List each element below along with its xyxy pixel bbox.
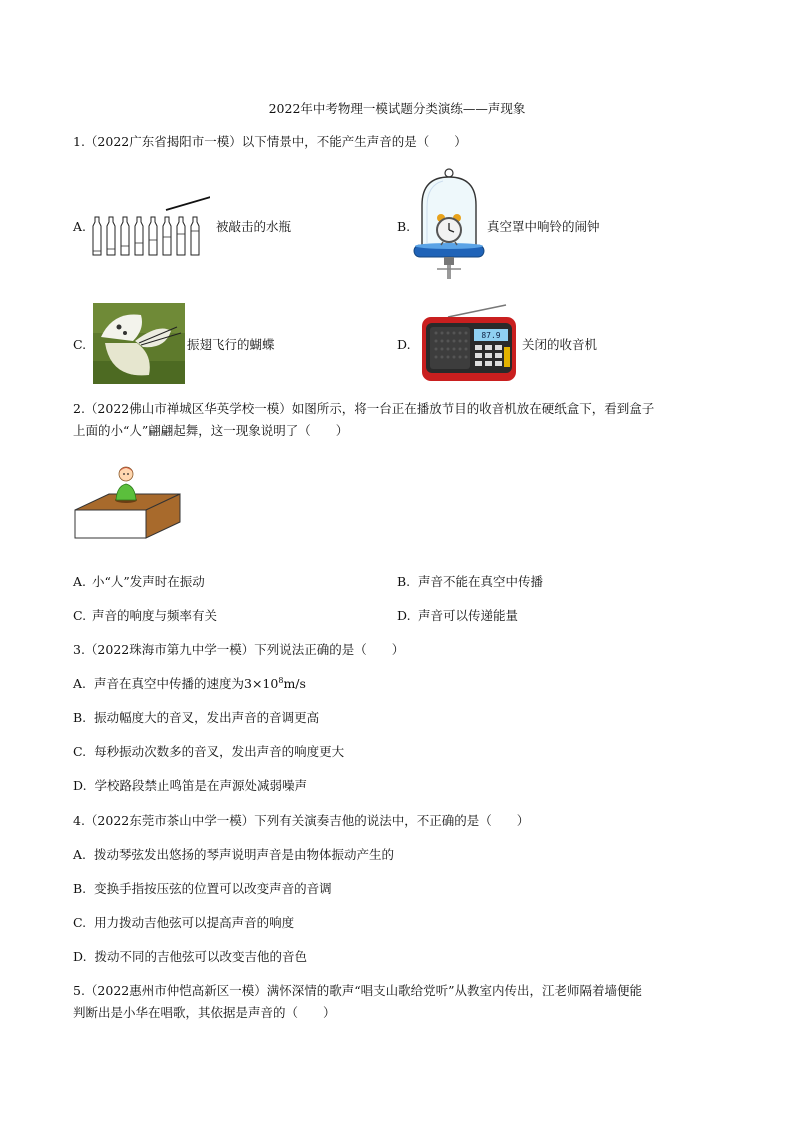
q1-option-d-label: D. xyxy=(397,337,411,352)
q2-option-a-label: A. xyxy=(73,574,87,589)
q3-option-a-exponent: 8 xyxy=(278,676,284,685)
q3-option-c-label: C. xyxy=(73,744,87,759)
q4-option-d xyxy=(73,949,307,965)
q1-option-b-text: 真空罩中响铃的闹钟 xyxy=(487,219,600,234)
q4-option-b xyxy=(73,881,332,897)
q4-option-c-label: C. xyxy=(73,915,87,930)
q3-option-b xyxy=(73,710,319,726)
question-4-stem: 4.（2022东莞市茶山中学一模）下列有关演奏吉他的说法中，不正确的是（ ） xyxy=(73,813,530,828)
question-2-stem-line2: 上面的小“人”翩翩起舞，这一现象说明了（ ） xyxy=(73,423,349,438)
q4-option-b-label: B. xyxy=(73,881,87,896)
q4-option-a-text: 拨动琴弦发出悠扬的琴声说明声音是由物体振动产生的 xyxy=(94,847,395,862)
q3-option-a xyxy=(73,676,306,692)
q4-option-b-text: 变换手指按压弦的位置可以改变声音的音调 xyxy=(94,881,332,896)
q3-option-b-text: 振动幅度大的音叉，发出声音的音调更高 xyxy=(94,710,320,725)
q1-option-c-text: 振翅飞行的蝴蝶 xyxy=(187,337,275,352)
q4-option-d-label: D. xyxy=(73,949,87,964)
question-5-stem-line1: 5.（2022惠州市仲恺高新区一模）满怀深情的歌声“唱支山歌给党听”从教室内传出，江老师隔着墙便能 xyxy=(73,983,643,998)
question-2-stem-line1: 2.（2022佛山市禅城区华英学校一模）如图所示，将一台正在播放节目的收音机放在硬纸盒下，看到盒子 xyxy=(73,401,655,416)
q2-option-a-text: 小“人”发声时在振动 xyxy=(92,574,205,589)
q3-option-d-text: 学校路段禁止鸣笛是在声源处减弱噪声 xyxy=(94,778,308,793)
q3-option-d-label: D. xyxy=(73,778,87,793)
radio-display-text: 87.9 xyxy=(481,331,501,340)
q3-option-a-label: A. xyxy=(73,676,87,691)
q3-option-a-unit: m/s xyxy=(283,676,306,691)
q4-option-c-text: 用力拨动吉他弦可以提高声音的响度 xyxy=(94,915,295,930)
box-with-paper-figure xyxy=(73,460,183,540)
butterfly-photo xyxy=(93,303,185,384)
q2-option-c-text: 声音的响度与频率有关 xyxy=(92,608,218,623)
bell-jar-alarm-clock-figure xyxy=(413,167,485,285)
q2-option-b-label: B. xyxy=(397,574,411,589)
question-1-stem: 1.（2022广东省揭阳市一模）以下情景中，不能产生声音的是（ ） xyxy=(73,134,467,149)
radio-figure xyxy=(418,303,518,383)
q3-option-d xyxy=(73,778,307,794)
q4-option-c xyxy=(73,915,294,931)
q3-option-c xyxy=(73,744,344,760)
q3-option-b-label: B. xyxy=(73,710,87,725)
q1-option-a-label: A. xyxy=(73,219,87,234)
page-title: 2022年中考物理一模试题分类演练——声现象 xyxy=(268,101,526,116)
water-bottles-figure xyxy=(90,193,210,258)
q4-option-a-label: A. xyxy=(73,847,87,862)
q2-option-b-text: 声音不能在真空中传播 xyxy=(418,574,544,589)
q2-option-c-label: C. xyxy=(73,608,87,623)
q1-option-a-text: 被敲击的水瓶 xyxy=(216,219,292,234)
q4-option-a xyxy=(73,847,394,863)
q2-option-d-label: D. xyxy=(397,608,411,623)
q1-option-c-label: C. xyxy=(73,337,87,352)
q3-option-c-text: 每秒振动次数多的音叉，发出声音的响度更大 xyxy=(94,744,345,759)
q1-option-d-text: 关闭的收音机 xyxy=(522,337,598,352)
q4-option-d-text: 拨动不同的吉他弦可以改变吉他的音色 xyxy=(94,949,308,964)
q3-option-a-text: 声音在真空中传播的速度为3×10 xyxy=(94,676,279,691)
q1-option-b-label: B. xyxy=(397,219,411,234)
q2-option-d-text: 声音可以传递能量 xyxy=(418,608,519,623)
question-5-stem-line2: 判断出是小华在唱歌，其依据是声音的（ ） xyxy=(73,1005,336,1020)
question-3-stem: 3.（2022珠海市第九中学一模）下列说法正确的是（ ） xyxy=(73,642,405,657)
